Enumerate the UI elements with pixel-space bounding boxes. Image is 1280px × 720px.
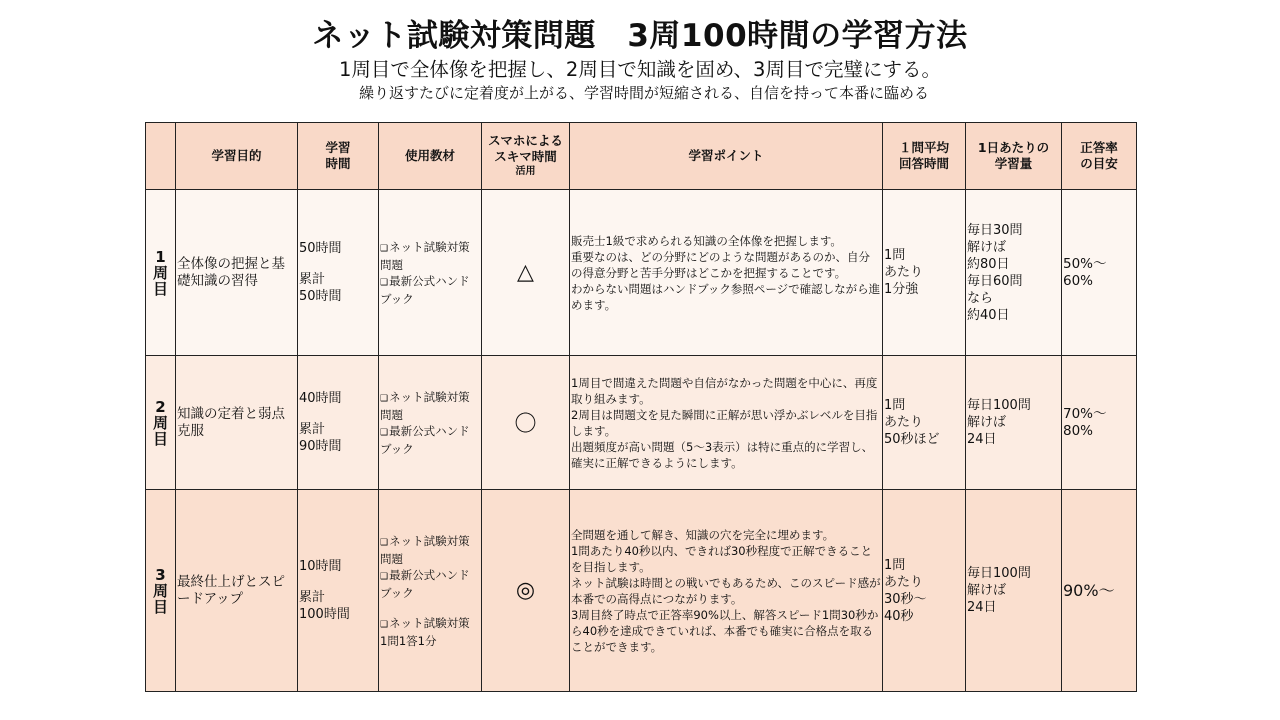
material-item [380, 273, 480, 307]
daily-amount-cell [966, 490, 1062, 692]
avg-line: 50秒ほど [884, 432, 940, 447]
mobile-rating: △ [482, 190, 570, 356]
week-char: 目 [152, 279, 168, 298]
daily-line: 解けば [967, 583, 1007, 598]
points-cell [570, 190, 883, 356]
header-points [570, 123, 883, 190]
week-char: 周 [152, 413, 168, 432]
time-total-label: 累計 [299, 272, 326, 287]
week-char: 周 [152, 263, 168, 282]
point-text: ネット試験は時間との戦いでもあるため、このスピード感が本番での高得点につながります。 [571, 575, 881, 606]
avg-line: 40秒 [884, 608, 914, 624]
material-item [380, 389, 480, 423]
header-time-label-1: 学習 [325, 140, 351, 155]
daily-line: 24日 [967, 432, 997, 447]
header-materials-label: 使用教材 [404, 148, 455, 163]
header-avg-label-1: １問平均 [898, 140, 949, 155]
daily-line: 解けば [967, 239, 1007, 255]
daily-amount-cell [966, 190, 1062, 356]
daily-line: 約40日 [967, 307, 1010, 323]
point-text: 重要なのは、どの分野にどのような問題があるのか、自分の得意分野と苦手分野はどこかを把握することです。 [571, 249, 870, 280]
avg-line: 1問 [884, 557, 906, 573]
header-daily-label-2: 学習量 [994, 156, 1033, 171]
material-item [380, 423, 480, 457]
materials-cell [379, 490, 482, 692]
goal-cell: 最終仕上げとスピードアップ [176, 490, 298, 692]
header-time [298, 123, 379, 190]
time-cell [298, 356, 379, 490]
header-goal-label: 学習目的 [211, 148, 262, 163]
table-row [146, 190, 1137, 356]
material-label: ネット試験対策問題 [380, 239, 470, 272]
accuracy-rate-cell: 50%～60% [1062, 190, 1137, 356]
daily-line: 24日 [967, 600, 997, 615]
material-label: 最新公式ハンドブック [380, 423, 470, 456]
mobile-rating: ◎ [482, 490, 570, 692]
avg-time-cell [883, 356, 966, 490]
checkbox-icon: ❑ [380, 571, 389, 582]
materials-cell [379, 190, 482, 356]
time-total: 90時間 [299, 439, 342, 454]
page-title: ネット試験対策問題 3周100時間の学習方法 [312, 18, 968, 54]
daily-line: 毎日60問 [967, 273, 1023, 289]
week-number: 1 [155, 247, 166, 266]
material-label: ネット試験対策問題 [380, 533, 470, 566]
point-text: 販売士1級で求められる知識の全体像を把握します。 [571, 233, 842, 248]
header-avg-label-2: 回答時間 [898, 156, 949, 171]
material-label: 最新公式ハンドブック [380, 273, 470, 306]
time-hours: 10時間 [299, 559, 342, 574]
week-char: 周 [152, 581, 168, 600]
avg-line: 1分強 [884, 282, 919, 297]
week-number: 2 [155, 397, 166, 416]
goal-cell: 知識の定着と弱点克服 [176, 356, 298, 490]
week-number: 3 [155, 565, 166, 584]
header-rate-label-1: 正答率 [1080, 140, 1118, 155]
header-daily-label-1: 1日あたりの [977, 140, 1050, 155]
header-daily [966, 123, 1062, 190]
header-rate [1062, 123, 1137, 190]
header-materials [379, 123, 482, 190]
point-text: 全問題を通して解き、知識の穴を完全に埋めます。 [571, 527, 835, 542]
page-subtitle: 1周目で全体像を把握し、2周目で知識を固め、3周目で完璧にする。 [339, 58, 941, 81]
time-hours: 40時間 [299, 391, 342, 406]
material-item [380, 239, 480, 273]
checkbox-icon: ❑ [380, 537, 389, 548]
avg-line: あたり [884, 415, 924, 430]
time-cell [298, 490, 379, 692]
page-subtitle-secondary: 繰り返すたびに定着度が上がる、学習時間が短縮される、自信を持って本番に臨める [358, 84, 929, 102]
goal-cell: 全体像の把握と基礎知識の習得 [176, 190, 298, 356]
checkbox-icon: ❑ [380, 243, 389, 254]
header-goal [176, 123, 298, 190]
mobile-rating: 〇 [482, 356, 570, 490]
avg-time-cell [883, 190, 966, 356]
avg-line: 30秒～ [884, 591, 927, 607]
material-item [380, 533, 480, 567]
header-avg [883, 123, 966, 190]
header-rate-label-2: の目安 [1080, 156, 1118, 171]
point-text: 出題頻度が高い問題（5～3表示）は特に重点的に学習し、確実に正解できるようにします。 [571, 439, 874, 470]
checkbox-icon: ❑ [380, 427, 389, 438]
checkbox-icon: ❑ [380, 393, 389, 404]
header-mobile-label-1: スマホによる [488, 133, 563, 148]
daily-amount-cell [966, 356, 1062, 490]
time-total-label: 累計 [299, 590, 326, 605]
material-label: ネット試験対策問題 [380, 389, 470, 422]
material-label: 1問1答1分 [380, 633, 437, 648]
header-mobile-label-3: 活用 [515, 166, 536, 177]
avg-time-cell [883, 490, 966, 692]
table-row [146, 490, 1137, 692]
week-label [146, 356, 176, 490]
material-item [380, 567, 480, 601]
week-char: 目 [152, 429, 168, 448]
daily-line: 毎日100問 [967, 566, 1031, 581]
daily-line: 解けば [967, 415, 1007, 430]
avg-line: 1問 [884, 398, 906, 413]
checkbox-icon: ❑ [380, 277, 389, 288]
daily-line: なら [967, 290, 994, 306]
point-text: わからない問題はハンドブック参照ページで確認しながら進めます。 [571, 281, 881, 312]
daily-line: 毎日100問 [967, 398, 1031, 413]
daily-line: 約80日 [967, 256, 1010, 272]
header-mobile [482, 123, 570, 190]
avg-line: あたり [884, 265, 924, 280]
header-points-label: 学習ポイント [688, 148, 764, 163]
time-total: 100時間 [299, 607, 350, 622]
avg-line: あたり [884, 574, 924, 590]
time-hours: 50時間 [299, 241, 342, 256]
point-text: 1問あたり40秒以内、できれば30秒程度で正解できることを目指します。 [571, 543, 873, 574]
time-total-label: 累計 [299, 422, 326, 437]
week-char: 目 [152, 597, 168, 616]
avg-line: 1問 [884, 248, 906, 263]
table-row [146, 356, 1137, 490]
points-cell [570, 356, 883, 490]
table-header-row [146, 123, 1137, 190]
materials-cell [379, 356, 482, 490]
material-label: ネット試験対策 [389, 615, 470, 630]
daily-line: 毎日30問 [967, 222, 1023, 238]
accuracy-rate-cell: 70%～80% [1062, 356, 1137, 490]
material-item [380, 615, 480, 633]
study-plan-table [145, 122, 1137, 692]
accuracy-rate-cell: 90%～ [1062, 490, 1137, 692]
point-text: 2周目は問題文を見た瞬間に正解が思い浮かぶレベルを目指します。 [571, 407, 878, 438]
week-label [146, 490, 176, 692]
header-mobile-label-2: スキマ時間 [494, 149, 557, 164]
header-week [146, 123, 176, 190]
point-text: 3周目終了時点で正答率90%以上、解答スピード1問30秒から40秒を達成できていれば、本番でも確実に合格点を取ることができます。 [571, 607, 879, 654]
week-label [146, 190, 176, 356]
material-label: 最新公式ハンドブック [380, 567, 470, 600]
time-cell [298, 190, 379, 356]
header-time-label-2: 時間 [325, 156, 351, 171]
points-cell [570, 490, 883, 692]
time-total: 50時間 [299, 289, 342, 304]
point-text: 1周目で間違えた問題や自信がなかった問題を中心に、再度取り組みます。 [571, 375, 878, 406]
checkbox-icon: ❑ [380, 619, 389, 630]
